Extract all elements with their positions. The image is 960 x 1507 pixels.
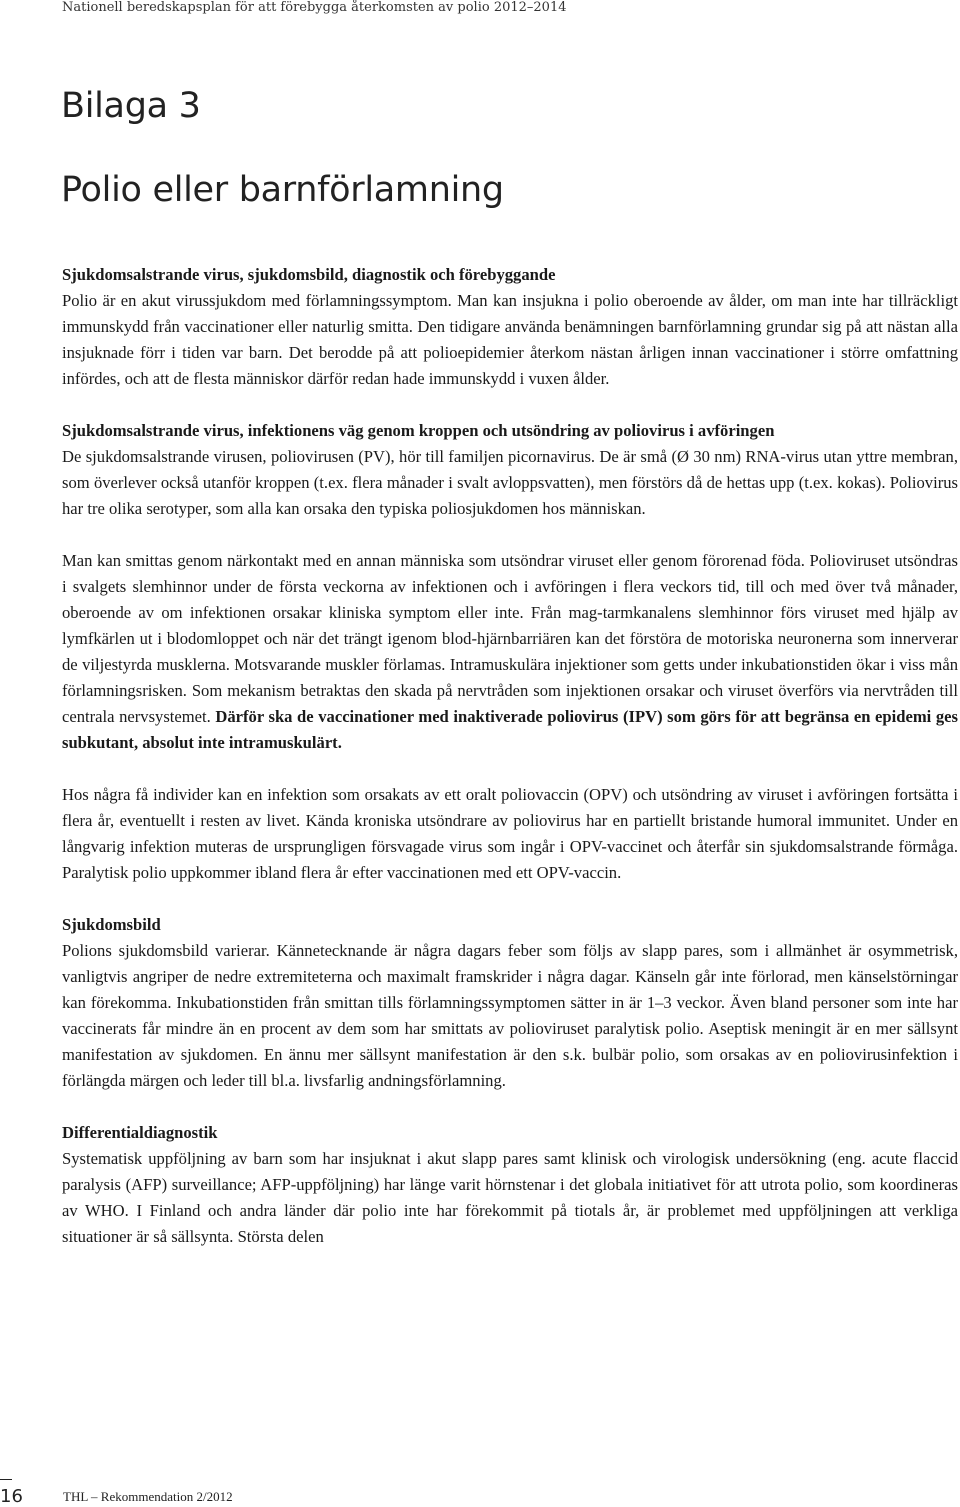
section-heading-differential-diagnosis: Differentialdiagnostik <box>62 1123 218 1142</box>
page-title: Polio eller barnförlamning <box>61 170 504 210</box>
page-number: 16 <box>0 1486 23 1507</box>
paragraph-transmission-text: Man kan smittas genom närkontakt med en annan människa som utsöndrar viruset eller genom förorenad föda. Polioviruset utsöndras i svalgets slemhinnor under de första veckorna av infektionen och i avföringen i flera veckors tid, till och med över två månader, oberoende av om infektionen orsakar kliniska symptom eller inte. Från mag-tarmkanalens slemhinnor förs viruset med hjälp av lymfkärlen ut i blodomloppet och när det trängt igenom blod-hjärnbarriären kan det förstöra de motoriska neuronerna som innerverar de viljestyrda musklerna. Motsvarande muskler förlamas. Intramuskulära injektioner som getts under inkubationstiden ökar i viss mån förlamningsrisken. Som mekanism betraktas den skada på nervtråden som injektionen orsakar och viruset överförs via nervtråden till centrala nervsystemet. <box>62 551 958 726</box>
paragraph-opv-excretion: Hos några få individer kan en infektion som orsakats av ett oralt poliovaccin (OPV) och utsöndring av viruset i avföringen fortsätta i flera år, eventuellt i resten av livet. Kända kroniska utsöndrare av poliovirus har en partiellt bristande humoral immunitet. Under en långvarig infektion muteras de ursprungligen försvagade virus som ingår i OPV-vaccinet och återfår sin sjukdomsalstrande förmåga. Paralytisk polio uppkommer ibland flera år efter vaccinationen med ett OPV-vaccin. <box>62 785 958 882</box>
section-heading-infection-route: Sjukdomsalstrande virus, infektionens väg genom kroppen och utsöndring av poliovirus i avföringen <box>62 421 775 440</box>
paragraph-transmission-emphasis: Därför ska de vaccinationer med inaktiverade poliovirus (IPV) som görs för att begränsa en epidemi ges subkutant, absolut inte intramuskulärt. <box>62 707 958 752</box>
paragraph-symptoms: Polions sjukdomsbild varierar. Kännetecknande är några dagars feber som följs av slapp pares, som i allmänhet är osymmetrisk, vanligtvis angriper de nedre extremiteterna och maximalt framskrider i några dagar. Känseln går inte förlorad, men känselstörningar kan förekomma. Inkubationstiden från smittan tills förlamningssymptomen sätter in är 1–3 veckor. Även bland personer som inte har vaccinerats får mindre än en procent av dem som har smittats av polioviruset paralytisk polio. Aseptisk meningit är en mer sällsynt manifestation av sjukdomen. En ännu mer sällsynt manifestation är den s.k. bulbär polio, som orsakas av en poliovirusinfektion i förlängda märgen och leder till bl.a. livsfarlig andningsförlamning. <box>62 941 958 1090</box>
paragraph-polio-intro: Polio är en akut virussjukdom med förlamningssymptom. Man kan insjukna i polio oberoende av ålder, om man inte har tillräckligt immunskydd från vaccinationer eller naturlig smitta. Den tidigare använda benämningen barnförlamning grundar sig på att nästan alla insjuknade förr i tiden var barn. Det berodde på att polioepidemier återkom nästan årligen innan vaccinationer i större omfattning infördes, och att de flesta människor därför redan hade immunskydd i vuxen ålder. <box>62 291 958 388</box>
footer-rule <box>0 1479 12 1480</box>
footer-publication: THL – Rekommendation 2/2012 <box>63 1489 233 1504</box>
section-heading-symptoms: Sjukdomsbild <box>62 915 161 934</box>
running-head: Nationell beredskapsplan för att förebygga återkomsten av polio 2012–2014 <box>62 0 567 15</box>
paragraph-poliovirus-description: De sjukdomsalstrande virusen, poliovirusen (PV), hör till familjen picornavirus. De är små (Ø 30 nm) RNA-virus utan yttre membran, som överlever också utanför kroppen (t.ex. flera månader i svalt avloppsvatten), men förstörs då de hettas upp (t.ex. kokas). Poliovirus har tre olika serotyper, som alla kan orsaka den typiska poliosjukdomen hos människan. <box>62 447 958 518</box>
body-text <box>62 262 958 1250</box>
paragraph-transmission <box>62 548 958 756</box>
section-heading-virus-overview: Sjukdomsalstrande virus, sjukdomsbild, diagnostik och förebyggande <box>62 265 556 284</box>
appendix-title: Bilaga 3 <box>61 86 201 126</box>
paragraph-differential-diagnosis: Systematisk uppföljning av barn som har insjuknat i akut slapp pares samt klinisk och virologisk undersökning (eng. acute flaccid paralysis (AFP) surveillance; AFP-uppföljning) har länge varit hörnstenar i det globala initiativet för att utrota polio, som koordineras av WHO. I Finland och andra länder där polio inte har förekommit på tiotals år, är problemet med uppföljningen att verkliga situationer är så sällsynta. Största delen <box>62 1149 958 1246</box>
